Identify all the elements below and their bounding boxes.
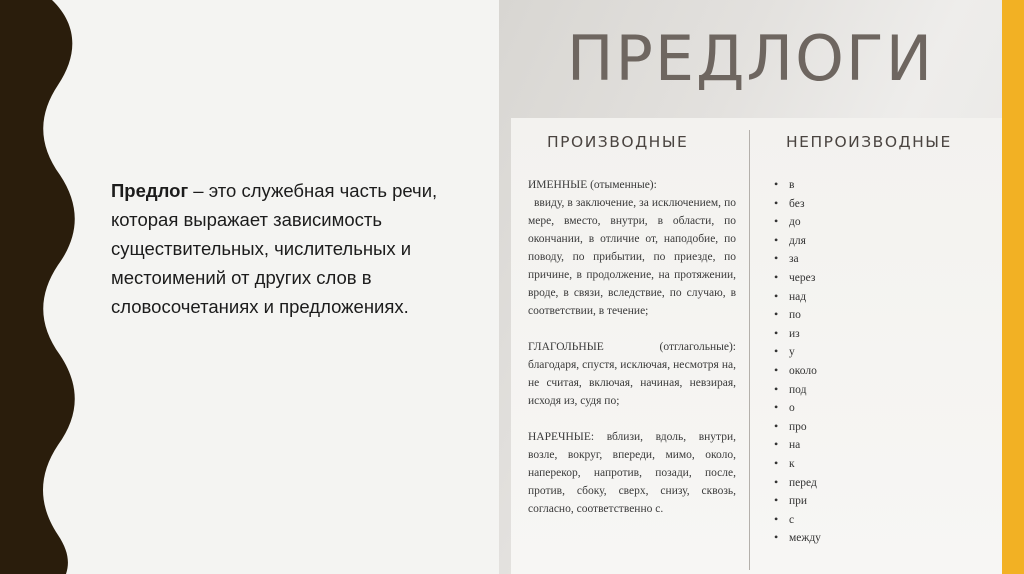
adverbial-paragraph bbox=[528, 428, 736, 518]
definition-term: Предлог bbox=[111, 180, 189, 201]
verbal-block bbox=[528, 338, 736, 410]
list-item: • к bbox=[774, 455, 821, 474]
definition-text: – это служебная часть речи, которая выражает зависимость существительных, числительных и местоимений от других слов в словосочетаниях и предложениях. bbox=[111, 180, 438, 317]
list-item: • у bbox=[774, 343, 821, 362]
list-item: • по bbox=[774, 306, 821, 325]
verbal-label: ГЛАГОЛЬНЫЕ bbox=[528, 341, 604, 353]
list-item: • через bbox=[774, 269, 821, 288]
list-item: • около bbox=[774, 362, 821, 381]
page-title: ПРЕДЛОГИ bbox=[566, 22, 935, 95]
non-derivative-list bbox=[774, 176, 821, 548]
accent-bar bbox=[1002, 0, 1024, 574]
list-item: • при bbox=[774, 492, 821, 511]
list-item: • перед bbox=[774, 474, 821, 493]
list-item: • под bbox=[774, 381, 821, 400]
prepositions-panel bbox=[499, 0, 1002, 574]
list-item: • с bbox=[774, 511, 821, 530]
verbal-heading bbox=[528, 338, 736, 356]
list-item: • за bbox=[774, 250, 821, 269]
verbal-text: благодаря, спустя, исключая, несмотря на, не считая, включая, начиная, невзирая, исходя из, судя по; bbox=[528, 359, 736, 407]
column-heading-derivative: ПРОИЗВОДНЫЕ bbox=[547, 133, 689, 151]
list-item: • из bbox=[774, 325, 821, 344]
list-item: • над bbox=[774, 288, 821, 307]
column-divider bbox=[749, 130, 750, 570]
column-heading-non-derivative: НЕПРОИЗВОДНЫЕ bbox=[786, 133, 952, 151]
list-item: • в bbox=[774, 176, 821, 195]
list-item: • для bbox=[774, 232, 821, 251]
definition-paragraph bbox=[111, 176, 481, 321]
adverbial-text: вблизи, вдоль, внутри, возле, вокруг, впереди, мимо, около, наперекор, напротив, позади, после, против, сбоку, сверх, снизу, сквозь, согласно, соответственно с. bbox=[528, 431, 737, 515]
derivative-column bbox=[528, 176, 736, 536]
nominal-text: ввиду, в заключение, за исключением, по мере, вместо, внутри, в области, по окончании, в отличие от, наподобие, по поводу, по прибытии, по приезде, по причине, в продолжение, на протяжении, вроде, в связи, вследствие, по случаю, в соответствии, в течение; bbox=[528, 197, 736, 317]
list-item: • про bbox=[774, 418, 821, 437]
nominal-block bbox=[528, 176, 736, 320]
list-item: • без bbox=[774, 195, 821, 214]
list-item: • между bbox=[774, 529, 821, 548]
adverbial-label: НАРЕЧНЫЕ: bbox=[528, 431, 595, 443]
verbal-note: (отглагольные): bbox=[659, 341, 736, 353]
list-item: • до bbox=[774, 213, 821, 232]
list-item: • на bbox=[774, 436, 821, 455]
adverbial-block bbox=[528, 428, 736, 518]
wavy-border-decoration bbox=[0, 0, 80, 574]
nominal-label: ИМЕННЫЕ (отыменные): bbox=[528, 179, 657, 191]
list-item: • о bbox=[774, 399, 821, 418]
